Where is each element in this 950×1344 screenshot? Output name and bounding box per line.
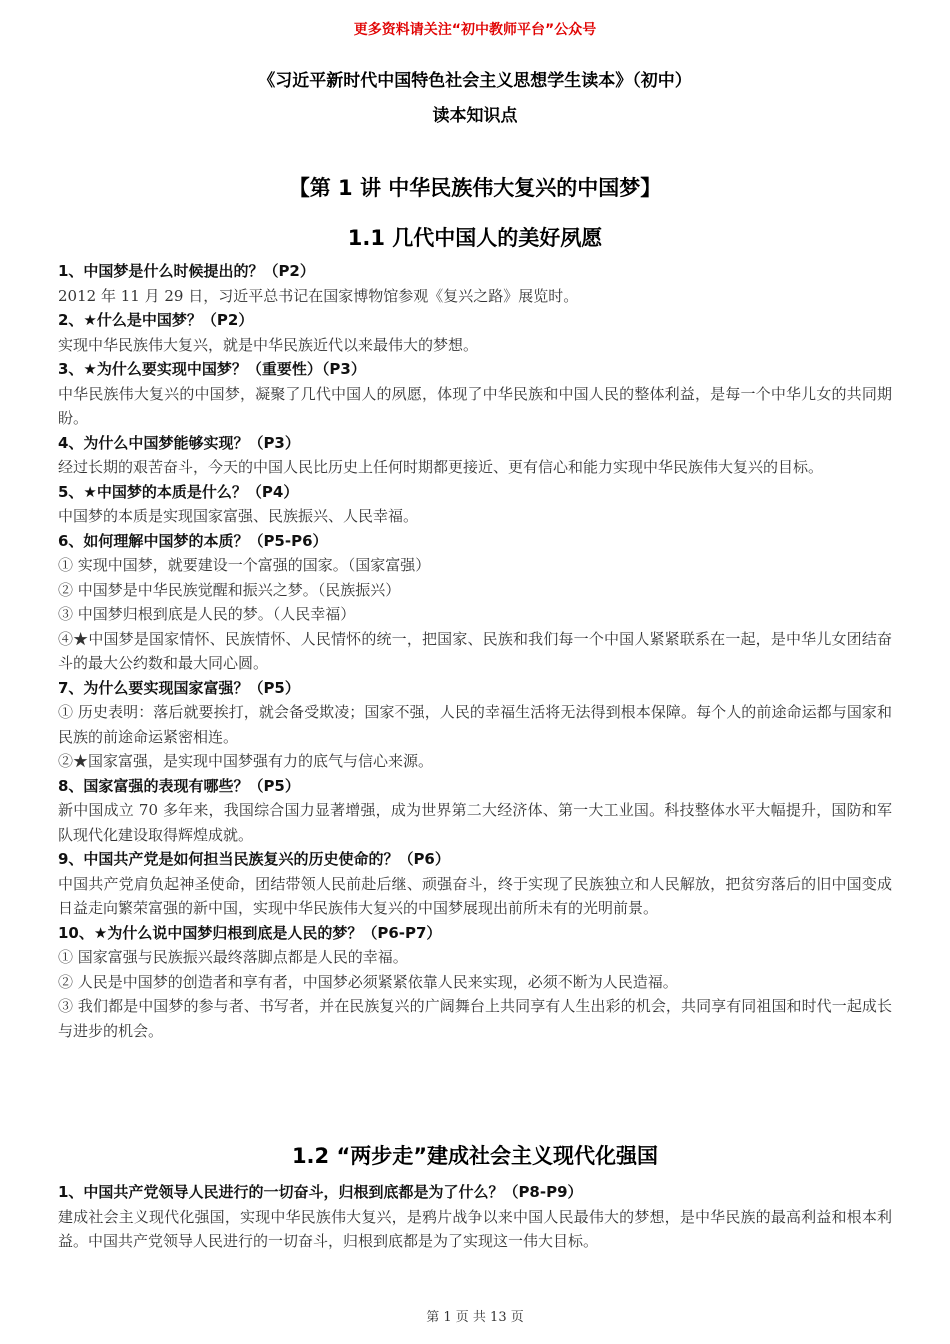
question: 1、中国共产党领导人民进行的一切奋斗，归根到底都是为了什么？（P8-P9） [58, 1183, 583, 1201]
promo-banner: 更多资料请关注“初中教师平台”公众号 [353, 22, 597, 38]
answer: 新中国成立 70 多年来，我国综合国力显著增强，成为世界第二大经济体、第一大工业国。科技整体水平大幅提升，国防和军队现代化建设取得辉煌成就。 [58, 801, 892, 844]
answer: 中国共产党肩负起神圣使命，团结带领人民前赴后继、顽强奋斗，终于实现了民族独立和人民解放，把贫穷落后的旧中国变成日益走向繁荣富强的新中国，实现中华民族伟大复兴的中国梦展现出前所未有的光明前景。 [58, 874, 892, 917]
answer: 经过长期的艰苦奋斗，今天的中国人民比历史上任何时期都更接近、更有信心和能力实现中华民族伟大复兴的目标。 [58, 458, 824, 476]
answer: ① 国家富强与民族振兴最终落脚点都是人民的幸福。 [58, 948, 408, 966]
question: 9、中国共产党是如何担当民族复兴的历史使命的？（P6） [58, 850, 450, 868]
answer: ③ 中国梦归根到底是人民的梦。（人民幸福） [58, 605, 356, 623]
section-1-content [58, 259, 892, 1043]
question: 4、为什么中国梦能够实现？（P3） [58, 433, 300, 452]
question: 1、中国梦是什么时候提出的？（P2） [58, 262, 315, 280]
question: 10、★为什么说中国梦归根到底是人民的梦？（P6-P7） [58, 923, 442, 942]
question: 3、★为什么要实现中国梦？（重要性）（P3） [58, 360, 366, 378]
page-footer: 第 1 页 共 13 页 [426, 1310, 524, 1325]
answer: ④★中国梦是国家情怀、民族情怀、人民情怀的统一，把国家、民族和我们每一个中国人紧紧联系在一起，是中华儿女团结奋斗的最大公约数和最大同心圆。 [58, 629, 892, 672]
answer: 建成社会主义现代化强国，实现中华民族伟大复兴，是鸦片战争以来中国人民最伟大的梦想，是中华民族的最高利益和根本利益。中国共产党领导人民进行的一切奋斗，归根到底都是为了实现这一伟大目标。 [58, 1207, 892, 1250]
document-subtitle: 读本知识点 [432, 106, 518, 126]
lecture-title: 【第 1 讲 中华民族伟大复兴的中国梦】 [288, 176, 662, 200]
question: 8、国家富强的表现有哪些？（P5） [58, 776, 300, 795]
answer: ② 人民是中国梦的创造者和享有者，中国梦必须紧紧依靠人民来实现，必须不断为人民造福。 [58, 972, 678, 991]
section-heading: 1.1 几代中国人的美好夙愿 [347, 226, 603, 250]
question: 2、★什么是中国梦？（P2） [58, 311, 254, 329]
section-heading: 1.2 “两步走”建成社会主义现代化强国 [291, 1144, 659, 1168]
answer: 2012 年 11 月 29 日，习近平总书记在国家博物馆参观《复兴之路》展览时。 [58, 286, 579, 305]
question: 7、为什么要实现国家富强？（P5） [58, 678, 300, 697]
answer: 实现中华民族伟大复兴，就是中华民族近代以来最伟大的梦想。 [58, 335, 479, 354]
answer: ③ 我们都是中国梦的参与者、书写者，并在民族复兴的广阔舞台上共同享有人生出彩的机会，共同享有同祖国和时代一起成长与进步的机会。 [58, 997, 892, 1040]
document-title: 《习近平新时代中国特色社会主义思想学生读本》（初中） [258, 71, 692, 91]
answer: ① 实现中国梦，就要建设一个富强的国家。（国家富强） [58, 556, 431, 574]
question: 5、★中国梦的本质是什么？（P4） [58, 482, 299, 501]
answer: ① 历史表明：落后就要挨打，就会备受欺凌；国家不强，人民的幸福生活将无法得到根本保障。每个人的前途命运都与国家和民族的前途命运紧密相连。 [58, 703, 892, 746]
section-2-content [58, 1180, 892, 1254]
answer: 中华民族伟大复兴的中国梦，凝聚了几代中国人的夙愿，体现了中华民族和中国人民的整体利益，是每一个中华儿女的共同期盼。 [58, 384, 892, 427]
answer: 中国梦的本质是实现国家富强、民族振兴、人民幸福。 [58, 507, 419, 525]
answer: ②★国家富强，是实现中国梦强有力的底气与信心来源。 [58, 752, 434, 770]
question: 6、如何理解中国梦的本质？（P5-P6） [58, 531, 328, 550]
answer: ② 中国梦是中华民族觉醒和振兴之梦。（民族振兴） [58, 580, 401, 599]
